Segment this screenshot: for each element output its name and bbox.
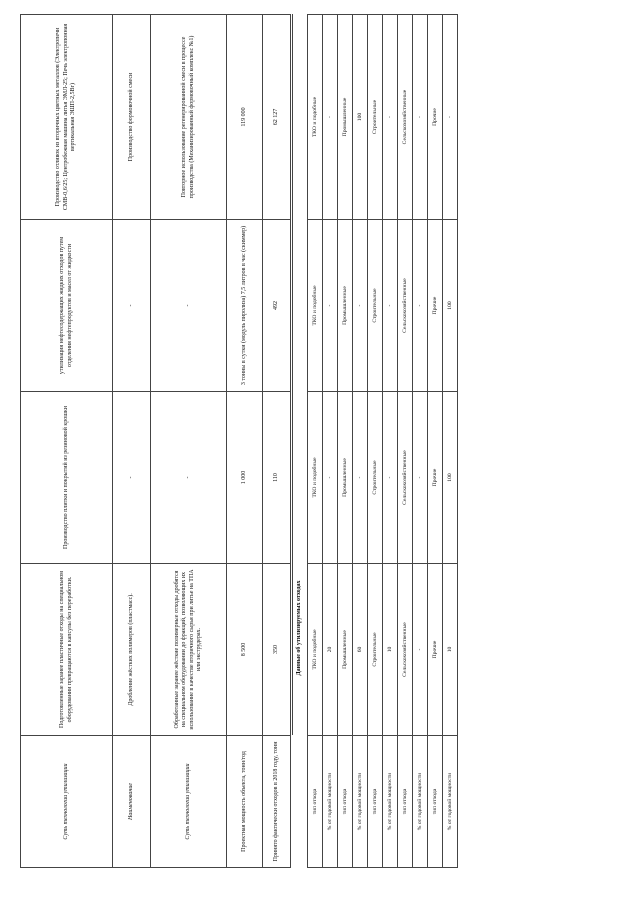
row-label: % от годовой мощности [323,736,338,868]
waste-row [383,15,398,868]
waste-row [308,15,323,868]
name-row [113,15,151,868]
table-cell: Повторное использование регенерированной смеси в процессе производства (Механизированный формовочный комплекс №1) [151,15,227,220]
table-cell: - [353,220,368,392]
table-cell: 119 000 [227,15,263,220]
table-cell: - [323,15,338,220]
table-cell: 10 [383,564,398,736]
header-cell: Производство плитки и покрытий из резиновой крошки [21,392,113,564]
row-label: Суть технологии утилизации [151,736,227,868]
table-cell: 62 127 [263,15,291,220]
row-label: тип отхода [398,736,413,868]
header-label: Суть технологии утилизации [21,736,113,868]
waste-data-table [292,14,458,868]
table-cell: - [113,220,151,392]
waste-row [428,15,443,868]
row-label: Принято фактически отходов в 2018 году, тонн [263,736,291,868]
table-cell: - [413,15,428,220]
table-cell: 60 [353,564,368,736]
table-cell: 10 [443,564,458,736]
row-label: % от годовой мощности [383,736,398,868]
table-cell: Сельскохозяйственные [398,15,413,220]
table-cell: 100 [353,15,368,220]
row-label: тип отхода [428,736,443,868]
table-cell: 20 [323,564,338,736]
table-cell: 350 [263,564,291,736]
header-cell: Подготовленные заранее пластичные отходы на специальном оборудовании превращаются в капсулы без переработки. [21,564,113,736]
table-cell: Промышленные [338,15,353,220]
header-cell: утилизация нефтесодержащих жидких отходов путем отделения нефтепродуктов и масел от жидкости [21,220,113,392]
table-cell: - [323,392,338,564]
table-cell: - [151,392,227,564]
table-cell: - [113,392,151,564]
table-cell: ТКО и подобные [308,564,323,736]
table-cell: 110 [263,392,291,564]
row-label: тип отхода [368,736,383,868]
row-label: Наименование [113,736,151,868]
table-cell: Обработанные заранее жёсткие полимерные отходы дробятся на специальном оборудовании до фракций, позволяющих их использование в качестве вторичного сырья при литье на ТПА или экструдерах. [151,564,227,736]
table-cell: Строительные [368,220,383,392]
table-cell: Прочие [428,15,443,220]
waste-row [338,15,353,868]
table-cell: ТКО и подобные [308,392,323,564]
table-cell: Строительные [368,392,383,564]
table-cell: Прочие [428,220,443,392]
waste-data-title-row [293,15,308,868]
row-label: Проектная мощность объекта, тонн/год [227,736,263,868]
table-cell: 100 [443,220,458,392]
table-cell: 100 [443,392,458,564]
header-row [21,15,113,868]
waste-data-title: Данные об утилизируемых отходах [293,15,308,736]
table-cell: - [383,392,398,564]
row-label: тип отхода [338,736,353,868]
table-cell: Сельскохозяйственные [398,392,413,564]
capacity-row [227,15,263,868]
row-label: % от годовой мощности [443,736,458,868]
table-cell: 8 500 [227,564,263,736]
technology-row [151,15,227,868]
table-cell: - [413,220,428,392]
table-cell: Производство формовочной смеси [113,15,151,220]
accepted-row [263,15,291,868]
table-cell: 1 000 [227,392,263,564]
table-cell: - [383,15,398,220]
table-cell: Сельскохозяйственные [398,564,413,736]
table-cell: Дробление жёстких полимеров (пластмасс). [113,564,151,736]
row-label: % от годовой мощности [413,736,428,868]
table-cell: Строительные [368,564,383,736]
table-cell: Сельскохозяйственные [398,220,413,392]
table-cell: 3 тонны в сутки (модуль пиролиза) 7,5 литров в час (скиммер) [227,220,263,392]
table-cell: Прочие [428,564,443,736]
waste-row [443,15,458,868]
waste-row [368,15,383,868]
table-cell: - [383,220,398,392]
waste-row [398,15,413,868]
waste-row [323,15,338,868]
table-cell: - [413,564,428,736]
table-cell: Промышленные [338,564,353,736]
table-cell: Промышленные [338,392,353,564]
row-label: % от годовой мощности [353,736,368,868]
table-cell: - [323,220,338,392]
table-cell: 492 [263,220,291,392]
waste-row [353,15,368,868]
facility-table [20,14,291,868]
table-cell: - [413,392,428,564]
header-cell: Производство отливок из вторичных цветных металлов (Электропечи СМВ-0,6/25; Центробежная машина литья ЭМЛ-25; Печь электропонная вертикальная ЭШП-2,5Вг) [21,15,113,220]
row-label: тип отхода [308,736,323,868]
table-cell: Прочие [428,392,443,564]
table-cell: - [353,392,368,564]
table-cell: ТКО и подобные [308,220,323,392]
waste-row [413,15,428,868]
table-cell: - [443,15,458,220]
table-cell: - [151,220,227,392]
table-cell: Промышленные [338,220,353,392]
table-cell: ТКО и подобные [308,15,323,220]
table-cell: Строительные [368,15,383,220]
